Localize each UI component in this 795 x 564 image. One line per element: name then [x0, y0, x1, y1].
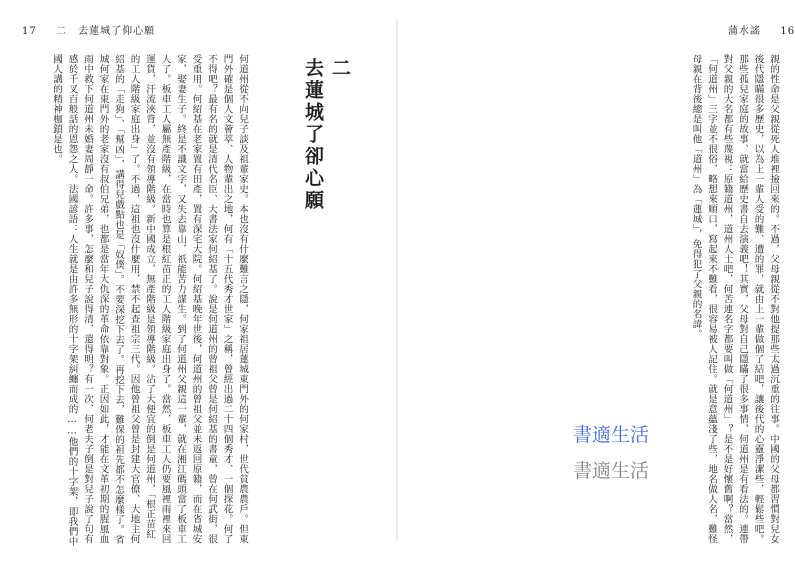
chapter-number: 二	[329, 58, 351, 80]
chapter-title	[300, 58, 354, 212]
left-page-header	[22, 22, 155, 37]
watermark-primary: 書適生活	[573, 424, 650, 446]
left-page	[0, 0, 397, 564]
right-page-header	[728, 22, 795, 37]
left-page-body: 何道州從不向兒子談及祖輩家史。本也沒有什麼難言之隱，何家祖居蓮城東門外的何家村，世代貧農農戶。但東門外確是個人文薈萃、人物輩出之地，何有「十五代秀才世家」之稱，曾經出過二十四個秀才、一個探花。何了不得吧？最有名的就是清代名臣、大書法家何紹基了。說是何道州的曾祖父曾是何紹基的書童，曾在何武街，很受重用。何紹基在老家置有田產，置有深宅大院。何紹基晚年世後，何道州的曾祖父並未返回原籍，而在省城安家，娶妻生子。終是不識文字，又失去靠山，祇能苦力謀生。到了何道州父親這一輩，就在湘江碼頭當了板車工人了。板車工人屬無產階級，在當時也算是根紅苗正的工人階級家庭出身了。當然，板車工人仍要風裡雨裡來回運貨，汗流浹背，並沒有領導階級。新中國成立，無產階級是領導階級。沾了大便宜的倒是何道州，「根正苗紅的工人階級家庭出身」了。不過，這祖也沒什麼用，禁不起查祖宗三代。因他曾祖父曾是封建大官僚、大地主何紹基的「走狗」、「幫凶」，講得兒戲點也是「奴僕」。不要深挖下去了。再挖下去，難保的祖先都不怎麼樣了。省城何家在東門外的老家沒有叔伯兄弟，也都是當年大仇深的革命依靠對象。正因如此，才能在文革初期的腥風血雨中救下何道州未婚妻周靜一命。許多事，怎麼和兒子說得清，還得明？有一次，何老夫子倒是對兒子說了句有感於千叉百般話的恩怨之人。法國諺語：人生就是由許多無形的十字架糾纏而成的……他們的十字架，即我們中國人講的精神枷鎖是也。	[51, 54, 248, 547]
right-running-head: 蒲水謠	[728, 26, 761, 37]
chapter-title-text: 去蓮城了卻心願	[302, 58, 324, 212]
watermark-secondary: 書適生活	[573, 460, 650, 482]
right-page-number: 16	[780, 26, 795, 37]
right-page-body: 親的性命是父親從死人堆裡撿回來的。不過，父母親從不對他提那些太過沉重的往事。中國的父母都習慣對兒女後代隱瞞很多歷史，以為上一輩人受的難、遭的罪，就由上一輩做個了結吧，讓後代的心靈淨潔些，輕鬆些吧。那些孤兒家庭的故事、就當給歷史書自去演義吧！其實，父母對自己隱瞞了很多事情，何道州是有看法的。連帶對父親的大名都有些蔑視：原籍道州，道州人士吧，何苦連名字都要叫做「何道州」？是不是好懷舊啊？當然，「何道州」三字並不很俗，略想來順口，寫起來不難看，很容易被人記住。就是意蘊淺了些，地名做人名，難怪母親在背後總是叫他「道州」為「蓮城」，免得犯了父親的名諱。	[690, 54, 779, 544]
left-page-number: 17	[22, 26, 37, 37]
left-running-head: 二 去蓮城了仰心願	[56, 26, 156, 37]
